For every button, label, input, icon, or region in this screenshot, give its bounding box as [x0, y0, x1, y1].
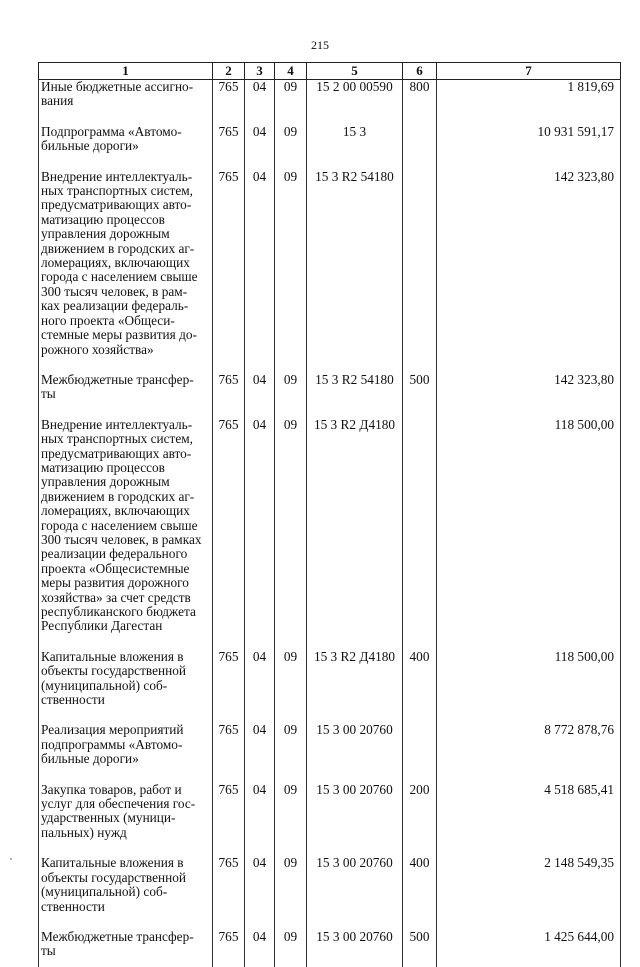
row-description: Капитальные вложения в объекты государственной (муниципальной) соб- ственности	[39, 856, 213, 930]
page-number: 215	[311, 38, 329, 52]
row-code-ministry: 765	[213, 856, 245, 930]
row-code-expense-type	[403, 170, 437, 373]
row-amount: 142 323,80	[437, 170, 621, 373]
table-row	[39, 856, 621, 930]
header-col-4: 4	[275, 63, 307, 80]
row-code-target: 15 3 R2 Д4180	[307, 650, 403, 724]
budget-table-container	[38, 62, 620, 967]
row-amount: 1 819,69	[437, 80, 621, 125]
row-code-section: 04	[245, 783, 275, 857]
row-code-ministry: 765	[213, 930, 245, 967]
row-description: Межбюджетные трансфер- ты	[39, 930, 213, 967]
row-code-expense-type: 200	[403, 783, 437, 857]
row-amount: 1 425 644,00	[437, 930, 621, 967]
row-code-subsection: 09	[275, 723, 307, 782]
row-code-section: 04	[245, 80, 275, 125]
row-amount: 2 148 549,35	[437, 856, 621, 930]
row-code-ministry: 765	[213, 650, 245, 724]
row-code-target: 15 3	[307, 125, 403, 170]
row-description: Подпрограмма «Автомо- бильные дороги»	[39, 125, 213, 170]
row-code-target: 15 3 R2 Д4180	[307, 418, 403, 650]
header-col-1: 1	[39, 63, 213, 80]
row-code-subsection: 09	[275, 930, 307, 967]
scan-speck	[10, 858, 12, 860]
row-amount: 118 500,00	[437, 418, 621, 650]
row-amount: 8 772 878,76	[437, 723, 621, 782]
table-row	[39, 373, 621, 418]
table-row	[39, 125, 621, 170]
row-amount: 4 518 685,41	[437, 783, 621, 857]
table-row	[39, 930, 621, 967]
table-row	[39, 783, 621, 857]
row-code-expense-type	[403, 125, 437, 170]
row-code-target: 15 3 00 20760	[307, 930, 403, 967]
row-description: Реализация мероприятий подпрограммы «Автомо- бильные дороги»	[39, 723, 213, 782]
row-code-section: 04	[245, 125, 275, 170]
row-code-target: 15 3 R2 54180	[307, 373, 403, 418]
row-code-section: 04	[245, 856, 275, 930]
row-code-target: 15 3 00 20760	[307, 856, 403, 930]
row-description: Капитальные вложения в объекты государственной (муниципальной) соб- ственности	[39, 650, 213, 724]
row-code-section: 04	[245, 418, 275, 650]
row-code-ministry: 765	[213, 170, 245, 373]
row-code-ministry: 765	[213, 373, 245, 418]
table-header-row	[39, 63, 621, 80]
row-code-ministry: 765	[213, 418, 245, 650]
row-code-target: 15 2 00 00590	[307, 80, 403, 125]
row-amount: 10 931 591,17	[437, 125, 621, 170]
row-code-ministry: 765	[213, 80, 245, 125]
row-code-target: 15 3 00 20760	[307, 723, 403, 782]
header-col-6: 6	[403, 63, 437, 80]
row-code-expense-type: 800	[403, 80, 437, 125]
row-code-target: 15 3 R2 54180	[307, 170, 403, 373]
header-col-3: 3	[245, 63, 275, 80]
row-description: Внедрение интеллектуаль- ных транспортных систем, предусматривающих авто- матизацию процессов управления дорожным движением в городских аг- ломерациях, включающих города с населением свыше 300 тысяч человек, в рам- ках реализации федераль- ного проекта «Общеси- стемные меры развития до- рожного хозяйства»	[39, 170, 213, 373]
row-description: Иные бюджетные ассигно- вания	[39, 80, 213, 125]
row-code-expense-type: 500	[403, 373, 437, 418]
table-row	[39, 80, 621, 125]
table-row	[39, 723, 621, 782]
row-code-section: 04	[245, 723, 275, 782]
row-description: Закупка товаров, работ и услуг для обеспечения гос- ударственных (муници- пальных) нужд	[39, 783, 213, 857]
table-row	[39, 170, 621, 373]
row-code-subsection: 09	[275, 650, 307, 724]
row-amount: 118 500,00	[437, 650, 621, 724]
row-code-expense-type: 500	[403, 930, 437, 967]
row-code-section: 04	[245, 170, 275, 373]
row-code-expense-type	[403, 723, 437, 782]
row-code-expense-type: 400	[403, 856, 437, 930]
row-code-subsection: 09	[275, 170, 307, 373]
row-description: Внедрение интеллектуаль- ных транспортных систем, предусматривающих авто- матизацию процессов управления дорожным движением в городских аг- ломерациях, включающих города с населением свыше 300 тысяч человек, в рамках реализации федерального проекта «Общесистемные меры развития дорожного хозяйства» за счет средств республиканского бюджета Республики Дагестан	[39, 418, 213, 650]
header-col-2: 2	[213, 63, 245, 80]
row-code-ministry: 765	[213, 125, 245, 170]
row-code-section: 04	[245, 930, 275, 967]
row-code-expense-type	[403, 418, 437, 650]
row-code-subsection: 09	[275, 418, 307, 650]
row-code-ministry: 765	[213, 783, 245, 857]
header-col-7: 7	[437, 63, 621, 80]
row-code-section: 04	[245, 373, 275, 418]
row-code-subsection: 09	[275, 373, 307, 418]
row-code-expense-type: 400	[403, 650, 437, 724]
header-col-5: 5	[307, 63, 403, 80]
table-row	[39, 418, 621, 650]
row-code-subsection: 09	[275, 783, 307, 857]
row-code-subsection: 09	[275, 125, 307, 170]
row-description: Межбюджетные трансфер- ты	[39, 373, 213, 418]
row-code-section: 04	[245, 650, 275, 724]
table-row	[39, 650, 621, 724]
row-code-subsection: 09	[275, 856, 307, 930]
budget-table	[38, 62, 621, 967]
row-code-ministry: 765	[213, 723, 245, 782]
row-amount: 142 323,80	[437, 373, 621, 418]
row-code-subsection: 09	[275, 80, 307, 125]
row-code-target: 15 3 00 20760	[307, 783, 403, 857]
